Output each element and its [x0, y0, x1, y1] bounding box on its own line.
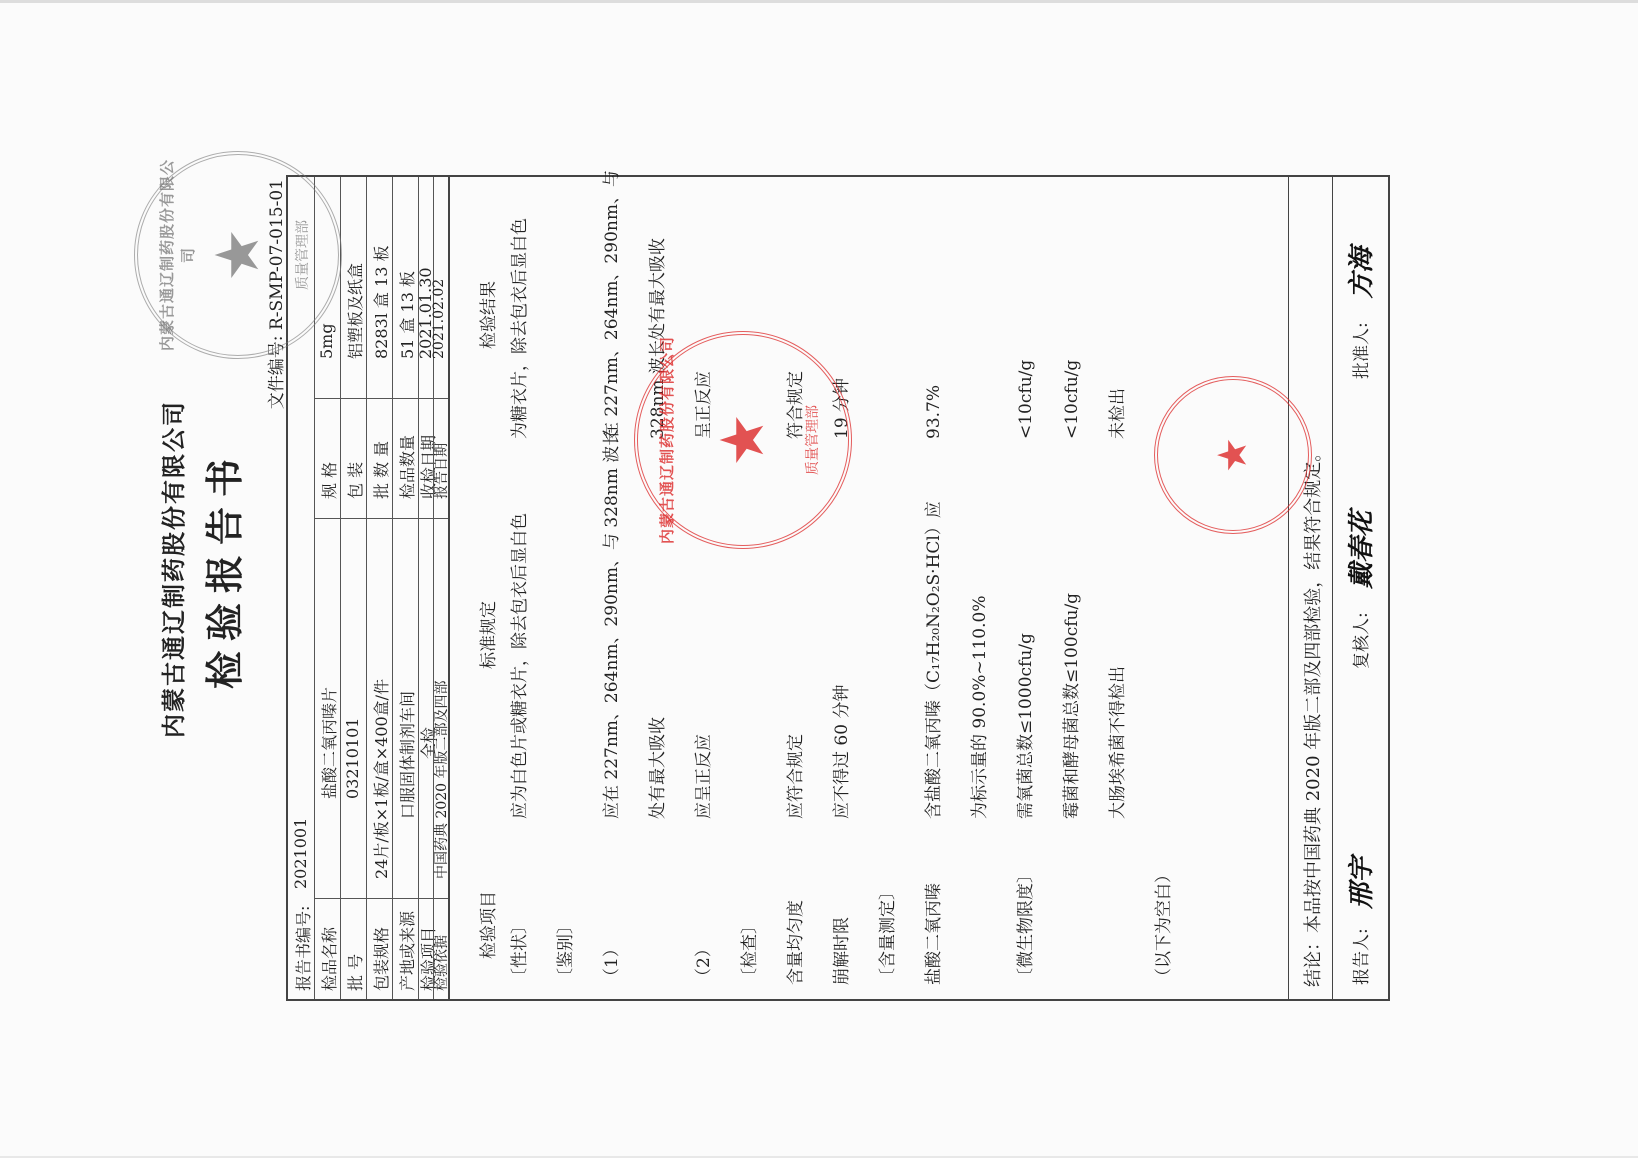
batch-qty-label: 批 数 量	[372, 440, 391, 499]
product-label: 检品名称	[320, 926, 339, 991]
basis: 中国药典 2020 年版二部及四部	[434, 680, 450, 879]
product: 盐酸二氧丙嗪片	[320, 686, 339, 799]
file-number: 文件编号: R-SMP-07-015-01	[267, 179, 287, 410]
reporter-label: 报告人:	[1352, 928, 1372, 985]
conclusion-box	[1288, 177, 1333, 999]
col-header-item: 检验项目	[479, 891, 499, 959]
batch-qty: 8283l 盒 13 板	[372, 245, 391, 359]
spec: 5mg	[317, 323, 336, 359]
red-company-seal	[634, 331, 852, 549]
table-cell-standard: 大肠埃希菌不得检出	[1108, 666, 1128, 819]
red-qa-seal	[1154, 376, 1312, 534]
approver-label: 批准人:	[1352, 322, 1372, 379]
batch-label: 批 号	[346, 953, 365, 991]
table-cell-standard: 应在 227nm、264nm、290nm、与 328nm 波长	[602, 428, 622, 819]
basis-label: 检验依据	[434, 935, 450, 991]
table-cell-standard: 应符合规定	[786, 734, 806, 819]
header-row-packing	[366, 177, 392, 999]
company-name: 内蒙古通辽制药股份有限公司	[159, 400, 188, 738]
table-cell-standard: 应不得过 60 分钟	[832, 684, 852, 819]
table-cell-item: 崩解时限	[832, 917, 852, 985]
conclusion: 结论：本品按中国药典 2020 年版二部及四部检验，结果符合规定。	[1303, 443, 1324, 987]
signature-row	[1332, 177, 1389, 999]
sample-qty-label: 检品数量	[398, 434, 417, 499]
pack-label: 包 装	[346, 461, 365, 499]
table-cell-result: 328nm 波长处有最大吸收	[648, 238, 668, 439]
col-header-result: 检验结果	[479, 281, 499, 349]
table-cell-item: 盐酸二氧丙嗪	[924, 883, 944, 985]
table-cell-item: 含量均匀度	[786, 900, 806, 985]
table-cell-result: 为糖衣片，除去包衣后显白色	[510, 218, 530, 439]
receive-date: 2021.01.30	[416, 267, 435, 359]
table-cell-result: 在 227nm、264nm、290nm、与	[602, 170, 622, 439]
spec-label: 规 格	[320, 461, 339, 499]
table-cell-item: 〔性状〕	[510, 917, 530, 985]
report-no-label: 报告书编号:	[294, 905, 313, 991]
header-row-basis	[433, 177, 448, 999]
col-divider	[314, 518, 448, 519]
grey-seal-text: 内蒙古通辽制药股份有限公司	[158, 159, 197, 352]
scan-edge-top	[0, 0, 1638, 3]
grey-seal-dept: 质量管理部	[295, 220, 311, 290]
report-no: 2021001	[291, 817, 310, 889]
red-seal-dept: 质量管理部	[805, 405, 821, 475]
star-icon: ★	[1210, 437, 1256, 473]
item: 全检	[419, 726, 438, 759]
report-title: 检验报告书	[202, 449, 247, 690]
reviewer-signature: 戴春花	[1347, 510, 1377, 589]
table-cell-result: 呈正反应	[694, 371, 714, 439]
table-cell-result: 未检出	[1108, 388, 1128, 439]
report-page	[154, 119, 1424, 1019]
col-divider	[314, 398, 448, 399]
reviewer-label: 复核人:	[1352, 612, 1372, 669]
grey-company-seal	[134, 151, 342, 359]
table-cell-item: 〔含量测定〕	[878, 883, 898, 985]
report-date-label: 报告日期	[434, 443, 450, 499]
approver-signature: 方海	[1347, 246, 1377, 299]
table-cell-standard: 为标示量的 90.0%~110.0%	[970, 595, 990, 819]
reporter-signature: 邢宇	[1347, 856, 1377, 909]
col-header-standard: 标准规定	[479, 601, 499, 669]
table-cell-item: （2）	[694, 940, 714, 985]
table-cell-item: （1）	[602, 940, 622, 985]
table-cell-result: 93.7%	[924, 384, 944, 439]
star-icon: ★	[708, 413, 778, 467]
table-cell-result: <10cfu/g	[1062, 359, 1082, 439]
table-cell-standard: 应为白色片或糖衣片，除去包衣后显白色	[510, 513, 530, 819]
table-cell-standard: 霉菌和酵母菌总数≤100cfu/g	[1062, 592, 1082, 819]
table-cell-standard: 应呈正反应	[694, 734, 714, 819]
red-seal-text: 内蒙古通辽制药股份有限公司	[658, 336, 676, 545]
table-cell-result: <10cfu/g	[1016, 359, 1036, 439]
table-cell-item: （以下为空白）	[1154, 866, 1174, 985]
report-frame	[286, 170, 1390, 1001]
header-row-origin	[392, 177, 418, 999]
table-cell-standard: 含盐酸二氧丙嗪（C₁₇H₂₀N₂O₂S·HCl）应	[924, 501, 944, 819]
batch: 03210101	[343, 717, 362, 799]
pack: 铝塑板及纸盒	[346, 262, 365, 359]
col-divider	[314, 898, 448, 899]
table-cell-result: 19 分钟	[832, 377, 852, 439]
origin-label: 产地或来源	[398, 910, 417, 991]
packing-spec: 24片/板×1板/盒×400盒/件	[372, 678, 391, 879]
packing-spec-label: 包装规格	[372, 926, 391, 991]
star-icon: ★	[203, 228, 273, 282]
table-cell-result: 符合规定	[786, 371, 806, 439]
table-cell-item: 〔微生物限度〕	[1016, 866, 1036, 985]
origin: 口服固体制剂车间	[398, 690, 417, 819]
sample-qty: 51 盒 13 板	[398, 271, 417, 359]
table-cell-standard: 处有最大吸收	[648, 717, 668, 819]
header-row-batch	[340, 177, 366, 999]
table-cell-item: 〔检查〕	[740, 917, 760, 985]
table-cell-standard: 需氧菌总数≤1000cfu/g	[1016, 633, 1036, 819]
table-cell-item: 〔鉴别〕	[556, 917, 576, 985]
report-date: 2021.02.02	[431, 278, 447, 359]
item-label: 检验项目	[419, 926, 438, 991]
receive-date-label: 收检日期	[419, 434, 438, 499]
